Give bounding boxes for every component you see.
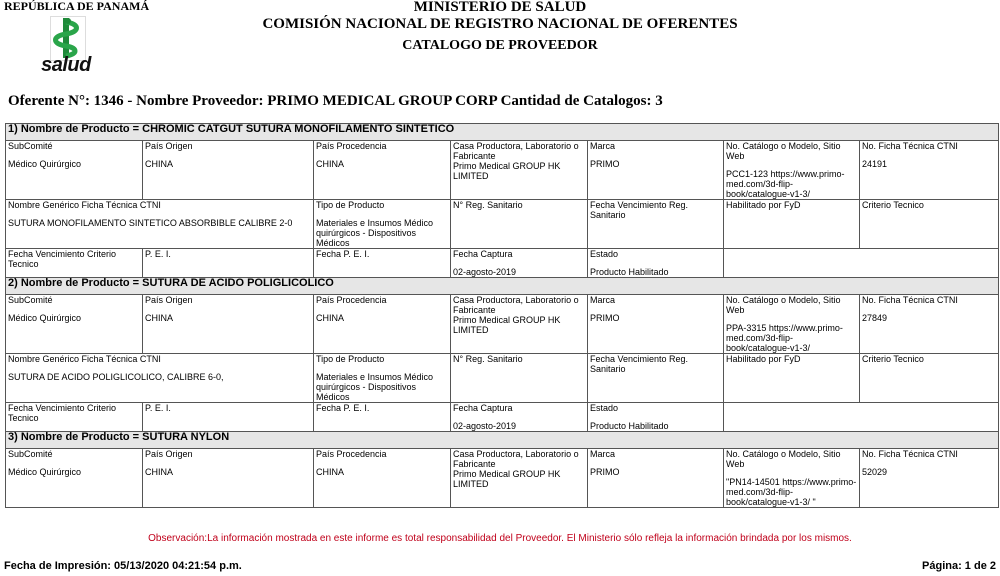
pais-procedencia-cell: País Procedencia CHINA: [314, 449, 451, 508]
fecha-pei-cell: Fecha P. E. I.: [314, 249, 451, 278]
nombre-generico-cell: Nombre Genérico Ficha Técnica CTNI SUTURA DE ACIDO POLIGLICOLICO, CALIBRE 6-0,: [6, 354, 314, 403]
pei-cell: P. E. I.: [143, 249, 314, 278]
observation-note: Observación:La información mostrada en este informe es total responsabilidad del Proveedor. El Ministerio sólo refleja la información brindada por los mismos.: [148, 533, 852, 544]
habilitado-cell: Habilitado por FyD: [724, 200, 860, 249]
table-row: [6, 403, 999, 432]
pais-origen-cell: País Origen CHINA: [143, 295, 314, 354]
empty-cell: [724, 403, 999, 432]
page-number: Página: 1 de 2: [922, 560, 996, 572]
marca-cell: Marca PRIMO: [588, 141, 724, 200]
venc-criterio-cell: Fecha Vencimiento Criterio Tecnico: [6, 249, 143, 278]
catalogo-cell: No. Catálogo o Modelo, Sitio Web PCC1-123 https://www.primo-med.com/3d-flip-book/catalogue-v1-3/: [724, 141, 860, 200]
catalog-table: [5, 123, 999, 508]
fecha-captura-cell: Fecha Captura 02-agosto-2019: [451, 403, 588, 432]
subcomite-cell: SubComité Médico Quirúrgico: [6, 295, 143, 354]
subcomite-cell: SubComité Médico Quirúrgico: [6, 141, 143, 200]
fecha-captura-cell: Fecha Captura 02-agosto-2019: [451, 249, 588, 278]
logo-text: salud: [41, 54, 91, 76]
ministry-title: MINISTERIO DE SALUD: [413, 0, 587, 15]
fecha-pei-cell: Fecha P. E. I.: [314, 403, 451, 432]
nombre-generico-cell: Nombre Genérico Ficha Técnica CTNI SUTURA MONOFILAMENTO SINTETICO ABSORBIBLE CALIBRE 2-0: [6, 200, 314, 249]
venc-reg-cell: Fecha Vencimiento Reg. Sanitario: [588, 354, 724, 403]
marca-cell: Marca PRIMO: [588, 295, 724, 354]
catalogo-cell: No. Catálogo o Modelo, Sitio Web PPA-3315 https://www.primo-med.com/3d-flip-book/catalogue-v1-3/: [724, 295, 860, 354]
estado-cell: Estado Producto Habilitado: [588, 403, 724, 432]
table-row: [6, 354, 999, 403]
marca-cell: Marca PRIMO: [588, 449, 724, 508]
table-row: [6, 200, 999, 249]
criterio-cell: Criterio Tecnico: [860, 354, 999, 403]
casa-cell: Casa Productora, Laboratorio o Fabricante Primo Medical GROUP HK LIMITED: [451, 295, 588, 354]
ficha-cell: No. Ficha Técnica CTNI 24191: [860, 141, 999, 200]
casa-cell: Casa Productora, Laboratorio o Fabricante Primo Medical GROUP HK LIMITED: [451, 449, 588, 508]
pais-procedencia-cell: País Procedencia CHINA: [314, 141, 451, 200]
pais-origen-cell: País Origen CHINA: [143, 141, 314, 200]
pais-procedencia-cell: País Procedencia CHINA: [314, 295, 451, 354]
catalog-title: CATALOGO DE PROVEEDOR: [402, 38, 598, 53]
catalogo-cell: No. Catálogo o Modelo, Sitio Web "PN14-14501 https://www.primo-med.com/3d-flip-book/catalogue-v1-3/ ": [724, 449, 860, 508]
casa-cell: Casa Productora, Laboratorio o Fabricante Primo Medical GROUP HK LIMITED: [451, 141, 588, 200]
table-row: [6, 449, 999, 508]
pei-cell: P. E. I.: [143, 403, 314, 432]
empty-cell: [724, 249, 999, 278]
oferente-summary: Oferente N°: 1346 - Nombre Proveedor: PRIMO MEDICAL GROUP CORP Cantidad de Catalogos: 3: [8, 93, 663, 109]
habilitado-cell: Habilitado por FyD: [724, 354, 860, 403]
table-row: [6, 141, 999, 200]
venc-criterio-cell: Fecha Vencimiento Criterio Tecnico: [6, 403, 143, 432]
product-title: 1) Nombre de Producto = CHROMIC CATGUT SUTURA MONOFILAMENTO SINTETICO: [6, 124, 999, 141]
pais-origen-cell: País Origen CHINA: [143, 449, 314, 508]
criterio-cell: Criterio Tecnico: [860, 200, 999, 249]
tipo-cell: Tipo de Producto Materiales e Insumos Médico quirúrgicos - Dispositivos Médicos: [314, 354, 451, 403]
reg-sanitario-cell: N° Reg. Sanitario: [451, 200, 588, 249]
product-title: 2) Nombre de Producto = SUTURA DE ACIDO POLIGLICOLICO: [6, 278, 999, 295]
tipo-cell: Tipo de Producto Materiales e Insumos Médico quirúrgicos - Dispositivos Médicos: [314, 200, 451, 249]
estado-cell: Estado Producto Habilitado: [588, 249, 724, 278]
print-date: Fecha de Impresión: 05/13/2020 04:21:54 p.m.: [4, 560, 242, 572]
reg-sanitario-cell: N° Reg. Sanitario: [451, 354, 588, 403]
product-title: 3) Nombre de Producto = SUTURA NYLON: [6, 432, 999, 449]
commission-title: COMISIÓN NACIONAL DE REGISTRO NACIONAL DE OFERENTES: [262, 16, 738, 32]
table-row: [6, 295, 999, 354]
ficha-cell: No. Ficha Técnica CTNI 52029: [860, 449, 999, 508]
subcomite-cell: SubComité Médico Quirúrgico: [6, 449, 143, 508]
ficha-cell: No. Ficha Técnica CTNI 27849: [860, 295, 999, 354]
country-name: REPÚBLICA DE PANAMÁ: [4, 0, 150, 13]
table-row: [6, 249, 999, 278]
venc-reg-cell: Fecha Vencimiento Reg. Sanitario: [588, 200, 724, 249]
